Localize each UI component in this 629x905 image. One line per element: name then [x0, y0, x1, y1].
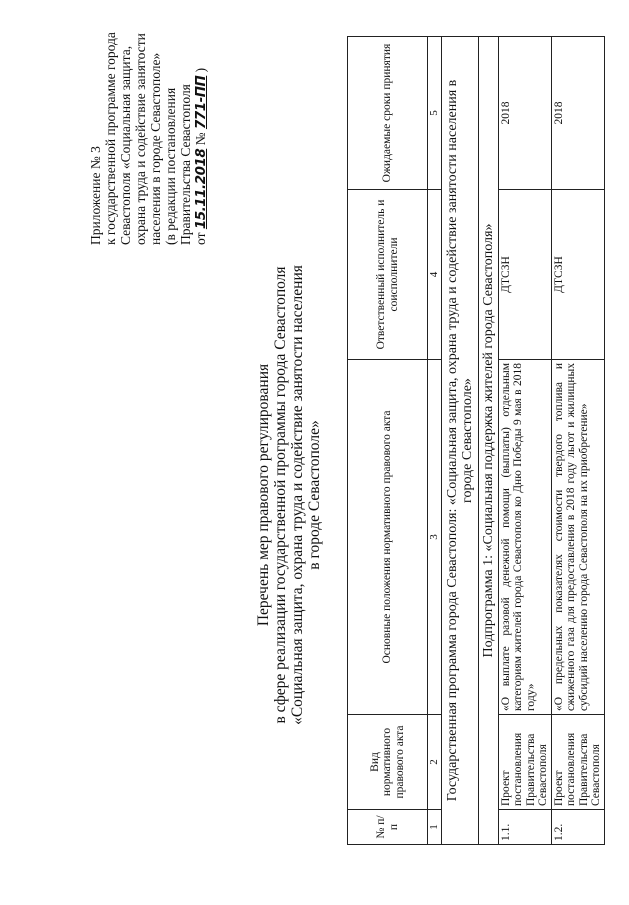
appendix-date-line — [193, 35, 209, 245]
column-number-row — [428, 37, 442, 845]
row-num: 1.1. — [498, 810, 551, 845]
table-row — [551, 37, 604, 845]
title-line: в городе Севастополе» — [306, 420, 323, 570]
row-num: 1.2. — [551, 810, 604, 845]
title-line: «Социальная защита, охрана труда и содействие занятости населения — [289, 265, 306, 725]
row-content: «О выплате разовой денежной помощи (выплаты) отдельным категориям жителей города Севастополя ко Дню Победы 9 мая в 2018 году» — [498, 360, 551, 715]
column-number: 3 — [428, 360, 442, 715]
subprogram-row — [478, 37, 498, 845]
appendix-line: Правительства Севастополя — [178, 84, 193, 245]
title-line: в сфере реализации государственной программы города Севастополя — [272, 266, 289, 724]
appendix-header — [88, 32, 209, 245]
column-number: 4 — [428, 190, 442, 360]
header-num: № п/п — [348, 810, 428, 845]
appendix-line: (в редакции постановления — [163, 87, 178, 245]
measures-table — [347, 36, 605, 845]
header-term: Ожидаемые сроки принятия — [348, 37, 428, 190]
handwritten-date: 15.11.2018 — [193, 148, 209, 230]
column-number: 1 — [428, 810, 442, 845]
row-term: 2018 — [498, 37, 551, 190]
appendix-line: охрана труда и содействие занятости — [133, 33, 148, 245]
column-number: 2 — [428, 715, 442, 810]
appendix-line: к государственной программе города — [103, 32, 118, 245]
row-executor: ДТСЗН — [498, 190, 551, 360]
number-label: № — [193, 132, 208, 146]
header-executor: Ответственный исполнитель и соисполнители — [348, 190, 428, 360]
column-number: 5 — [428, 37, 442, 190]
appendix-line: Севастополя «Социальная защита, — [118, 45, 133, 245]
table-row — [498, 37, 551, 845]
title-line: Перечень мер правового регулирования — [255, 363, 272, 627]
document-title — [255, 235, 323, 755]
header-type: Вид нормативного правового акта — [348, 715, 428, 810]
date-suffix: ) — [193, 67, 208, 73]
subprogram-title: Подпрограмма 1: «Социальная поддержка жителей города Севастополя» — [478, 37, 498, 845]
row-content: «О предельных показателях стоимости твердого топлива и сжиженного газа для предоставления в 2018 году льгот и жилищных субсидий населению города Севастополя на их приобретение» — [551, 360, 604, 715]
row-type: Проект постановления Правительства Севастополя — [551, 715, 604, 810]
program-title: Государственная программа города Севастополя: «Социальная защита, охрана труда и содействие занятости населения в городе Севастополе» — [441, 37, 478, 845]
appendix-line: Приложение № 3 — [88, 146, 103, 245]
row-executor: ДТСЗН — [551, 190, 604, 360]
appendix-line: населения в городе Севастополе» — [148, 52, 163, 245]
program-row — [441, 37, 478, 845]
table-header-row — [348, 37, 428, 845]
row-type: Проект постановления Правительства Севастополя — [498, 715, 551, 810]
date-prefix: от — [193, 232, 208, 245]
handwritten-number: 771-ПП — [193, 75, 209, 130]
row-term: 2018 — [551, 37, 604, 190]
header-content: Основные положения нормативного правового акта — [348, 360, 428, 715]
